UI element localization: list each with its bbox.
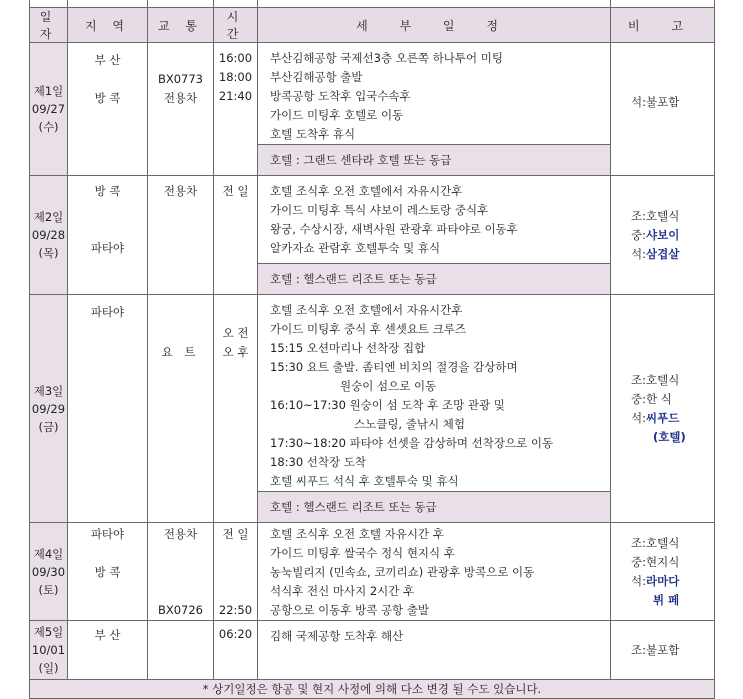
footer-note: * 상기일정은 항공 및 현지 사정에 의해 다소 변경 될 수도 있습니다.	[30, 680, 715, 699]
day2-remarks	[611, 176, 715, 295]
schedule-line: 공항으로 이동후 방콕 공항 출발	[270, 603, 430, 617]
schedule-line: 부산김해공항 국제선3층 오른쪽 하나투어 미팅	[270, 51, 504, 65]
meal-dinner: 석:씨푸드	[631, 410, 680, 425]
day4-transport	[148, 523, 214, 621]
day2-region	[68, 176, 148, 295]
flight-number: BX0773	[157, 72, 204, 86]
day-label: 제2일	[33, 210, 64, 224]
header-time: 시 간	[214, 8, 258, 43]
day2-time: 전 일	[214, 176, 258, 295]
meal-note: 석:불포함	[631, 94, 680, 109]
schedule-line: 호텔 조식후 오전 호텔에서 자유시간후	[270, 303, 463, 317]
schedule-line: 알카자쇼 관람후 호텔투숙 및 휴식	[270, 241, 441, 255]
meal-breakfast: 조:호텔식	[631, 535, 680, 550]
meal-lunch: 중:샤보이	[631, 227, 680, 242]
region-pattaya: 파타야	[90, 241, 125, 255]
time: 18:00	[218, 70, 253, 84]
day2-hotel: 호텔 : 헬스랜드 리조트 또는 동급	[258, 264, 611, 295]
day-date: 09/28	[31, 228, 66, 242]
day5-row	[30, 621, 715, 680]
day5-region: 부 산	[68, 621, 148, 680]
header-region: 지 역	[68, 8, 148, 43]
header-transport: 교 통	[148, 8, 214, 43]
footer-row	[30, 680, 715, 699]
schedule-line: 가이드 미팅후 호텔로 이동	[270, 108, 404, 122]
day3-region: 파타야	[68, 295, 148, 523]
day3-row	[30, 295, 715, 492]
day-date: 10/01	[31, 643, 66, 657]
schedule-line: 15:15 오션마리나 선착장 집합	[270, 341, 426, 355]
time-morning: 오 전	[222, 326, 249, 340]
region-bangkok: 방 콕	[94, 91, 121, 105]
schedule-line: 18:30 선착장 도착	[270, 455, 366, 469]
schedule-line: 석식후 전신 마사지 2시간 후	[270, 584, 415, 598]
itinerary-document	[29, 0, 714, 696]
day3-schedule	[258, 295, 611, 492]
itinerary-table	[29, 0, 715, 699]
meal-note: 조:불포함	[631, 642, 680, 657]
schedule-line: 16:10~17:30 원숭이 섬 도착 후 조망 관광 및	[270, 398, 505, 412]
day2-cell	[30, 176, 68, 295]
day-weekday: (수)	[38, 120, 59, 134]
day1-row	[30, 43, 715, 145]
schedule-line: 원숭이 섬으로 이동	[340, 379, 437, 393]
header-day: 일 자	[30, 8, 68, 43]
day2-transport: 전용차	[148, 176, 214, 295]
schedule-line: 스노클링, 줄낚시 체험	[354, 417, 465, 431]
day1-schedule	[258, 43, 611, 145]
transport-private-car: 전용차	[163, 91, 198, 105]
day-weekday: (일)	[38, 661, 59, 675]
table-top-edge	[30, 0, 715, 8]
day5-time: 06:20	[214, 621, 258, 680]
day2-schedule	[258, 176, 611, 264]
day1-remarks	[611, 43, 715, 176]
region-busan: 부 산	[94, 53, 121, 67]
day-date: 09/30	[31, 564, 66, 579]
day4-schedule	[258, 523, 611, 621]
day-weekday: (금)	[38, 419, 59, 434]
day3-transport: 요 트	[148, 295, 214, 523]
schedule-line: 호텔 도착후 휴식	[270, 127, 356, 141]
meal-lunch: 중:한 식	[631, 391, 672, 406]
day1-hotel: 호텔 : 그랜드 센타라 호텔 또는 동급	[258, 145, 611, 176]
day5-transport	[148, 621, 214, 680]
time-afternoon: 오 후	[222, 345, 249, 359]
day-date: 09/27	[31, 102, 66, 116]
schedule-line: 방콕공항 도착후 입국수속후	[270, 89, 411, 103]
meal-dinner: 석:라마다	[631, 573, 680, 588]
schedule-line: 김해 국제공항 도착후 해산	[270, 629, 404, 643]
meal-dinner-place: (호텔)	[653, 429, 686, 444]
day3-times	[214, 295, 258, 523]
region-bangkok: 방 콕	[94, 565, 121, 579]
day4-region	[68, 523, 148, 621]
header-schedule: 세 부 일 정	[258, 8, 611, 43]
day-weekday: (토)	[38, 582, 59, 597]
day-date: 09/29	[31, 401, 66, 416]
day1-cell	[30, 43, 68, 176]
day-label: 제3일	[33, 383, 64, 398]
day4-times	[214, 523, 258, 621]
schedule-line: 왕궁, 수상시장, 새벽사원 관광후 파타야로 이동후	[270, 222, 518, 236]
time: 16:00	[218, 51, 253, 65]
day-weekday: (목)	[38, 246, 59, 260]
day1-transport	[148, 43, 214, 176]
schedule-line: 17:30~18:20 파타야 선셋을 감상하며 선착장으로 이동	[270, 436, 554, 450]
day1-times	[214, 43, 258, 176]
schedule-line: 부산김해공항 출발	[270, 70, 363, 84]
day2-row	[30, 176, 715, 264]
day3-remarks	[611, 295, 715, 523]
schedule-line: 호텔 조식후 오전 호텔 자유시간 후	[270, 527, 444, 541]
schedule-line: 호텔 씨푸드 석식 후 호텔투숙 및 휴식	[270, 474, 459, 488]
schedule-line: 가이드 미팅후 특식 샤보이 레스토랑 중식후	[270, 203, 489, 217]
day5-schedule	[258, 621, 611, 680]
schedule-line: 가이드 미팅후 쌀국수 정식 현지식 후	[270, 546, 455, 560]
schedule-line: 가이드 미팅후 중식 후 센셋요트 크루즈	[270, 322, 467, 336]
header-row	[30, 8, 715, 43]
region-pattaya: 파타야	[90, 527, 125, 541]
day4-row	[30, 523, 715, 621]
meal-breakfast: 조:호텔식	[631, 208, 680, 223]
day4-cell	[30, 523, 68, 621]
transport-private-car: 전용차	[163, 527, 198, 541]
schedule-line: 농눅빌리지 (민속쇼, 코끼리쇼) 관광후 방콕으로 이동	[270, 565, 535, 579]
day3-hotel: 호텔 : 헬스랜드 리조트 또는 동급	[258, 492, 611, 523]
time: 22:50	[218, 603, 253, 617]
meal-dinner-type: 뷔 페	[653, 592, 680, 607]
day-label: 제4일	[33, 546, 64, 561]
meal-dinner: 석:삼겹살	[631, 246, 680, 261]
day1-region	[68, 43, 148, 176]
day3-cell	[30, 295, 68, 523]
day-label: 제5일	[33, 625, 64, 639]
time: 전 일	[222, 527, 249, 541]
schedule-line: 호텔 조식후 오전 호텔에서 자유시간후	[270, 184, 463, 198]
day4-remarks	[611, 523, 715, 621]
schedule-line: 15:30 요트 출발. 좀티엔 비치의 절경을 감상하며	[270, 360, 518, 374]
flight-number: BX0726	[157, 603, 204, 617]
meal-lunch: 중:현지식	[631, 554, 680, 569]
header-remarks: 비 고	[611, 8, 715, 43]
meal-breakfast: 조:호텔식	[631, 372, 680, 387]
day5-remarks	[611, 621, 715, 680]
region-bangkok: 방 콕	[94, 184, 121, 198]
day5-cell	[30, 621, 68, 680]
day-label: 제1일	[33, 84, 64, 98]
time: 21:40	[218, 89, 253, 103]
